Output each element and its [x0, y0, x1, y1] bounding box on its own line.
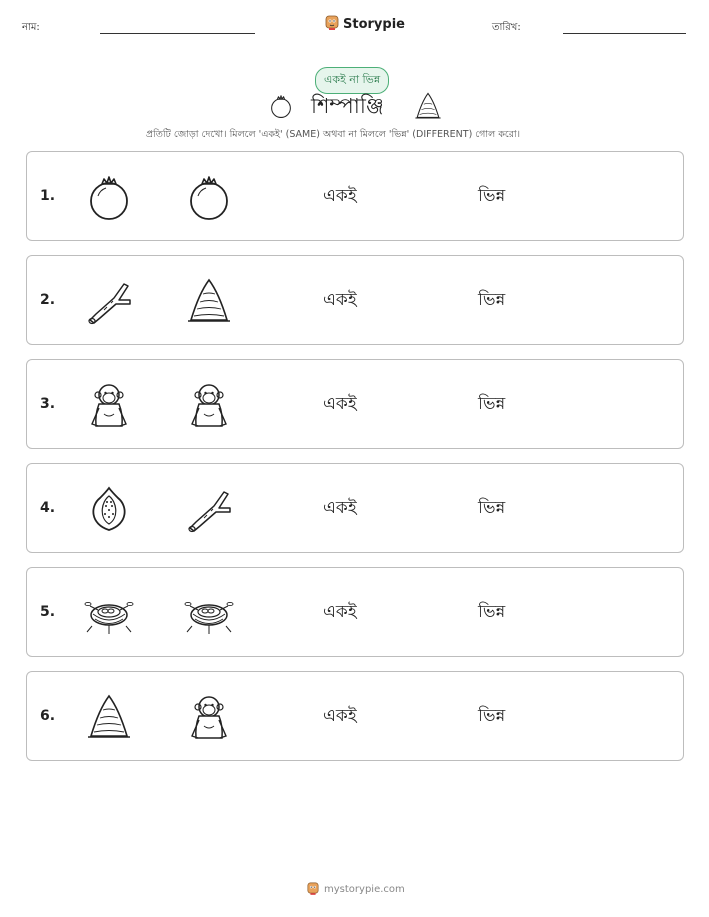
exercise-row [26, 671, 684, 761]
row-number: 4. [40, 500, 56, 516]
brand [325, 14, 405, 34]
footer-site[interactable]: mystorypie.com [324, 884, 405, 895]
row-number: 5. [40, 604, 56, 620]
row-number: 1. [40, 188, 56, 204]
same-option[interactable]: একই [323, 706, 357, 726]
brand-name: Storypie [343, 16, 405, 32]
row-number: 6. [40, 708, 56, 724]
exercise-row [26, 567, 684, 657]
pomegranate-icon [84, 172, 134, 222]
nest-icon [84, 588, 134, 638]
topic-badge: একই না ভিন্ন [315, 67, 389, 94]
instruction-text: প্রতিটি জোড়া দেখো। মিললে 'একই' (SAME) অথবা না মিললে 'ভিন্ন' (DIFFERENT) গোল করো। [146, 129, 521, 140]
same-option[interactable]: একই [323, 290, 357, 310]
exercise-row [26, 359, 684, 449]
pomegranate-icon [268, 93, 294, 119]
chimpanzee-icon [184, 692, 234, 742]
nest-icon [184, 588, 234, 638]
row-number: 2. [40, 292, 56, 308]
termite-mound-icon [413, 90, 443, 122]
date-label: তারিখ: [492, 22, 521, 33]
same-option[interactable]: একই [323, 186, 357, 206]
same-option[interactable]: একই [323, 602, 357, 622]
row-number: 3. [40, 396, 56, 412]
title-word: শিম্পাঞ্জি [311, 94, 384, 118]
branch-icon [84, 276, 134, 326]
name-label: নাম: [22, 22, 40, 33]
date-line[interactable] [563, 33, 686, 34]
different-option[interactable]: ভিন্ন [478, 706, 506, 726]
storypie-logo-icon [325, 14, 339, 34]
exercise-row [26, 255, 684, 345]
branch-icon [184, 484, 234, 534]
storypie-logo-icon [307, 881, 319, 898]
footer [307, 881, 405, 898]
chimpanzee-icon [84, 380, 134, 430]
same-option[interactable]: একই [323, 394, 357, 414]
exercise-row [26, 151, 684, 241]
termite-mound-icon [84, 692, 134, 742]
different-option[interactable]: ভিন্ন [478, 186, 506, 206]
termite-mound-icon [184, 276, 234, 326]
fig-icon [84, 484, 134, 534]
pomegranate-icon [184, 172, 234, 222]
same-option[interactable]: একই [323, 498, 357, 518]
chimpanzee-icon [184, 380, 234, 430]
different-option[interactable]: ভিন্ন [478, 602, 506, 622]
exercise-row [26, 463, 684, 553]
different-option[interactable]: ভিন্ন [478, 498, 506, 518]
different-option[interactable]: ভিন্ন [478, 394, 506, 414]
name-line[interactable] [100, 33, 255, 34]
different-option[interactable]: ভিন্ন [478, 290, 506, 310]
